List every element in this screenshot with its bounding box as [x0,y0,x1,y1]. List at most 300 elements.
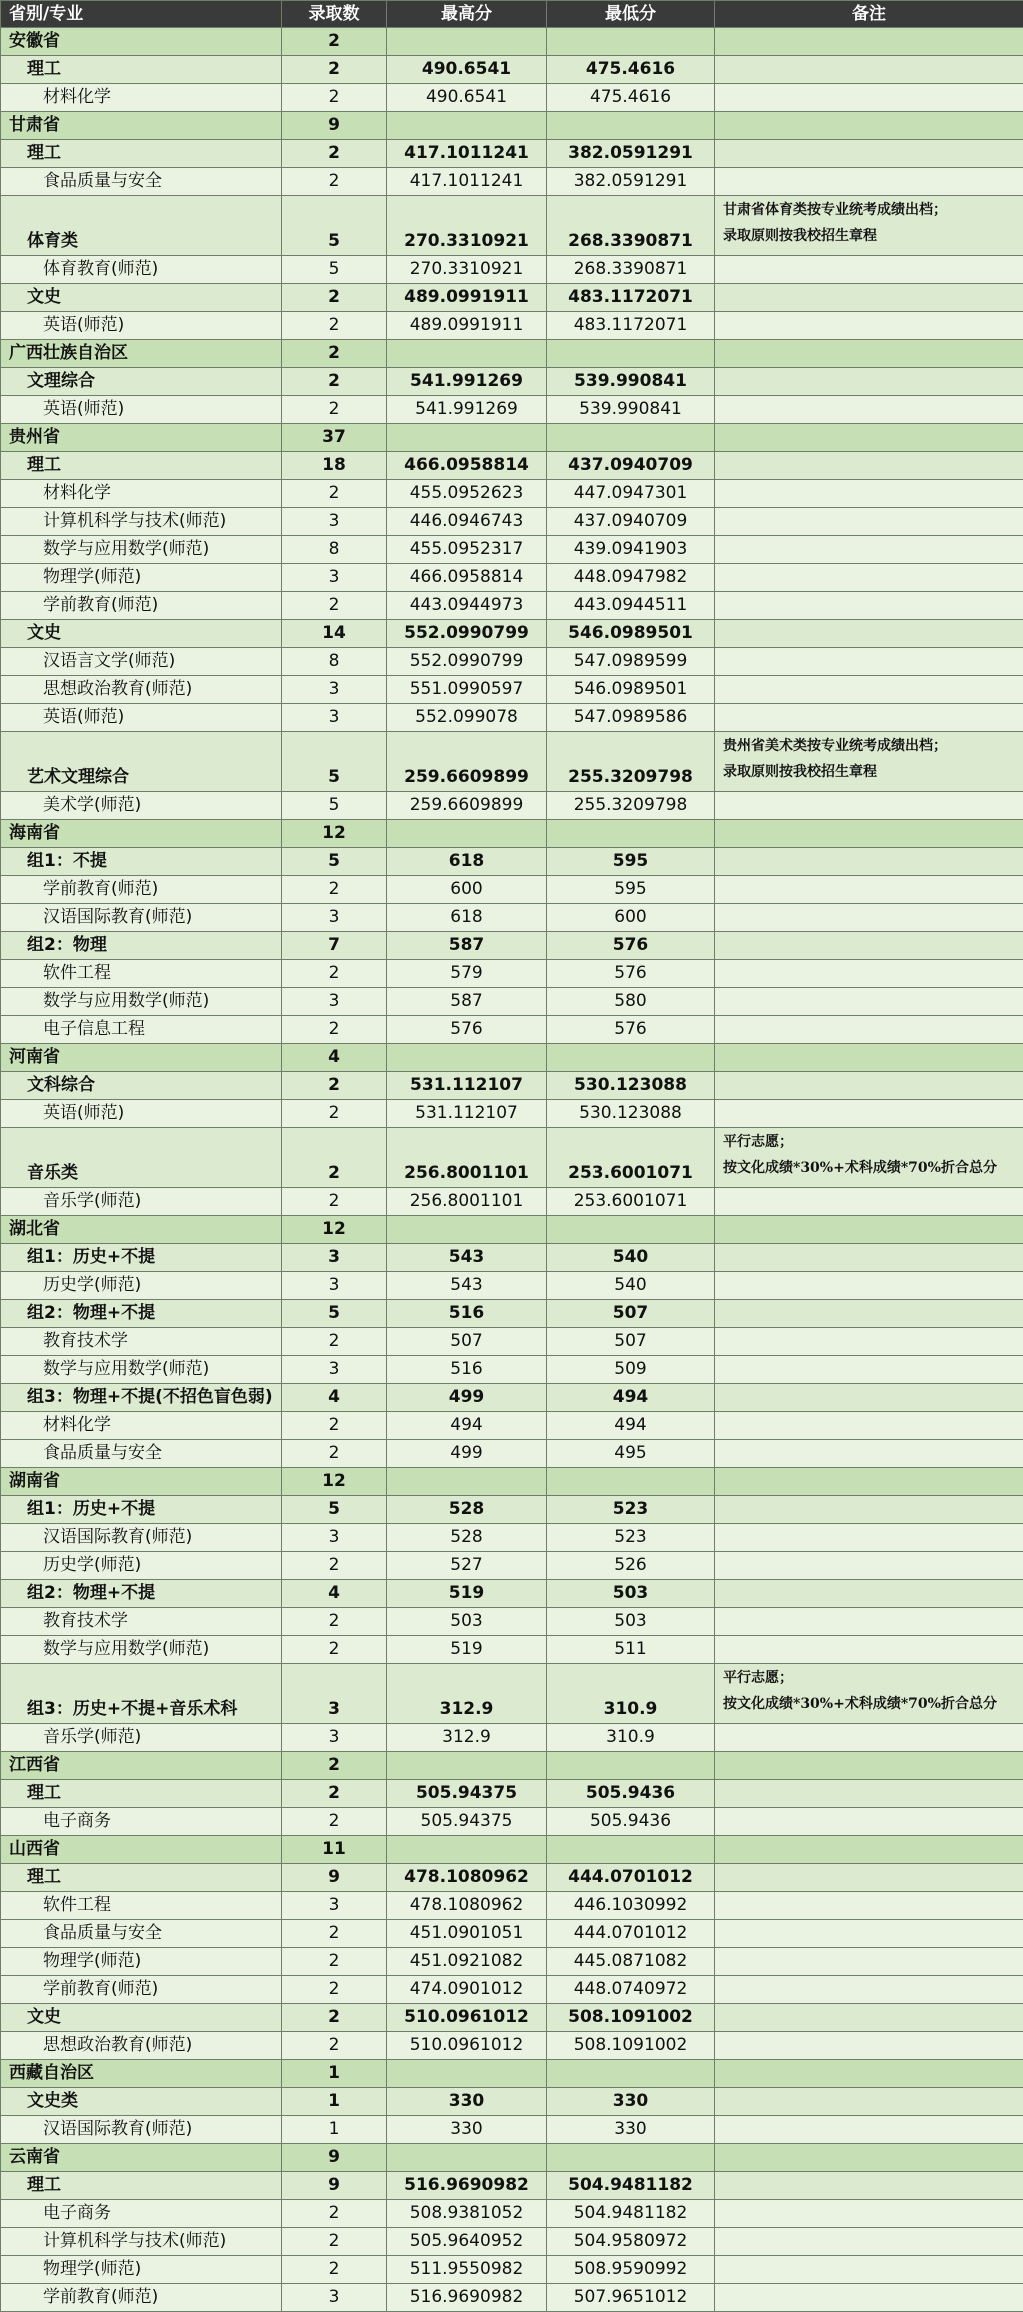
row-name: 湖北省 [1,1216,282,1244]
max-score: 490.6541 [387,56,547,84]
major-row [1,676,1023,704]
remarks-cell [715,28,1023,56]
remarks-cell [715,932,1023,960]
row-name: 组1：历史+不提 [1,1244,282,1272]
remark-line: 录取原则按我校招生章程 [723,759,1023,785]
row-name: 理工 [1,1780,282,1808]
row-name: 海南省 [1,820,282,848]
row-name: 云南省 [1,2144,282,2172]
major-row [1,2032,1023,2060]
category-row [1,1128,1023,1188]
max-score [387,28,547,56]
major-row [1,1552,1023,1580]
admitted-count: 9 [282,2172,387,2200]
admitted-count: 4 [282,1384,387,1412]
max-score: 528 [387,1524,547,1552]
admitted-count: 2 [282,1636,387,1664]
max-score: 507 [387,1328,547,1356]
admitted-count: 2 [282,480,387,508]
remarks-cell [715,1608,1023,1636]
row-name: 安徽省 [1,28,282,56]
category-row [1,2004,1023,2032]
major-row [1,1440,1023,1468]
min-score: 540 [547,1244,715,1272]
province-row [1,2060,1023,2088]
min-score [547,2060,715,2088]
max-score: 455.0952317 [387,536,547,564]
max-score: 516 [387,1300,547,1328]
major-row [1,704,1023,732]
max-score: 466.0958814 [387,452,547,480]
row-name: 汉语言文学(师范) [1,648,282,676]
min-score: 507.9651012 [547,2284,715,2312]
row-name: 河南省 [1,1044,282,1072]
major-row [1,2116,1023,2144]
remarks-cell [715,1384,1023,1412]
province-row [1,112,1023,140]
major-row [1,2228,1023,2256]
remarks-cell [715,2200,1023,2228]
remarks-cell [715,2284,1023,2312]
category-row [1,452,1023,480]
admitted-count: 2 [282,2004,387,2032]
min-score: 310.9 [547,1664,715,1724]
max-score: 451.0901051 [387,1920,547,1948]
max-score [387,340,547,368]
remarks-cell [715,84,1023,112]
row-name: 学前教育(师范) [1,876,282,904]
admitted-count: 3 [282,508,387,536]
min-score: 504.9580972 [547,2228,715,2256]
row-name: 物理学(师范) [1,564,282,592]
remarks-cell [715,1440,1023,1468]
row-name: 学前教育(师范) [1,2284,282,2312]
max-score: 543 [387,1244,547,1272]
remark-line: 平行志愿； [723,1129,1023,1155]
min-score: 547.0989599 [547,648,715,676]
min-score: 530.123088 [547,1100,715,1128]
province-row [1,1752,1023,1780]
row-name: 历史学(师范) [1,1272,282,1300]
min-score: 539.990841 [547,396,715,424]
min-score: 504.9481182 [547,2200,715,2228]
min-score [547,340,715,368]
min-score [547,1836,715,1864]
remarks-cell [715,1780,1023,1808]
major-row [1,84,1023,112]
remarks-cell [715,2032,1023,2060]
remarks-cell [715,1468,1023,1496]
remarks-cell [715,1272,1023,1300]
category-row [1,1580,1023,1608]
province-row [1,424,1023,452]
remark-line: 录取原则按我校招生章程 [723,223,1023,249]
major-row [1,592,1023,620]
row-name: 甘肃省 [1,112,282,140]
row-name: 食品质量与安全 [1,1440,282,1468]
row-name: 英语(师范) [1,1100,282,1128]
row-name: 计算机科学与技术(师范) [1,2228,282,2256]
admitted-count: 2 [282,1440,387,1468]
category-row [1,1384,1023,1412]
admitted-count: 2 [282,592,387,620]
admitted-count: 4 [282,1044,387,1072]
min-score: 310.9 [547,1724,715,1752]
major-row [1,1016,1023,1044]
major-row [1,1976,1023,2004]
min-score: 508.1091002 [547,2004,715,2032]
row-name: 食品质量与安全 [1,168,282,196]
remark-line: 平行志愿； [723,1665,1023,1691]
max-score [387,1468,547,1496]
admitted-count: 9 [282,112,387,140]
remarks-cell [715,1948,1023,1976]
max-score: 259.6609899 [387,732,547,792]
remarks-cell [715,704,1023,732]
row-name: 物理学(师范) [1,1948,282,1976]
remarks-cell [715,112,1023,140]
min-score: 580 [547,988,715,1016]
admitted-count: 2 [282,168,387,196]
row-name: 文科综合 [1,1072,282,1100]
remarks-cell [715,1524,1023,1552]
min-score: 268.3390871 [547,256,715,284]
max-score: 256.8001101 [387,1128,547,1188]
remark-line: 贵州省美术类按专业统考成绩出档； [723,733,1023,759]
admitted-count: 3 [282,1664,387,1724]
min-score: 595 [547,876,715,904]
min-score [547,1752,715,1780]
admitted-count: 8 [282,536,387,564]
min-score: 439.0941903 [547,536,715,564]
row-name: 食品质量与安全 [1,1920,282,1948]
max-score: 618 [387,848,547,876]
max-score: 531.112107 [387,1072,547,1100]
remarks-cell [715,1836,1023,1864]
remarks-cell [715,1752,1023,1780]
row-name: 理工 [1,2172,282,2200]
max-score: 587 [387,932,547,960]
remarks-cell [715,452,1023,480]
max-score: 417.1011241 [387,140,547,168]
min-score: 483.1172071 [547,284,715,312]
min-score: 523 [547,1524,715,1552]
max-score [387,1216,547,1244]
max-score: 478.1080962 [387,1892,547,1920]
row-name: 体育类 [1,196,282,256]
max-score: 490.6541 [387,84,547,112]
min-score: 495 [547,1440,715,1468]
max-score: 270.3310921 [387,256,547,284]
admitted-count: 2 [282,1328,387,1356]
category-row [1,1072,1023,1100]
major-row [1,988,1023,1016]
min-score: 382.0591291 [547,140,715,168]
min-score [547,820,715,848]
remarks-cell [715,2172,1023,2200]
remarks-cell [715,1412,1023,1440]
min-score: 437.0940709 [547,508,715,536]
admitted-count: 2 [282,1608,387,1636]
max-score: 330 [387,2116,547,2144]
remarks-cell [715,2228,1023,2256]
admitted-count: 37 [282,424,387,452]
major-row [1,536,1023,564]
admitted-count: 2 [282,28,387,56]
admitted-count: 12 [282,1216,387,1244]
min-score [547,424,715,452]
row-name: 理工 [1,140,282,168]
remarks-cell [715,1920,1023,1948]
row-name: 教育技术学 [1,1608,282,1636]
major-row [1,648,1023,676]
major-row [1,1272,1023,1300]
row-name: 组3：物理+不提(不招色盲色弱) [1,1384,282,1412]
remarks-cell [715,1100,1023,1128]
row-name: 物理学(师范) [1,2256,282,2284]
admitted-count: 5 [282,196,387,256]
row-name: 汉语国际教育(师范) [1,2116,282,2144]
max-score: 455.0952623 [387,480,547,508]
max-score: 259.6609899 [387,792,547,820]
category-row [1,848,1023,876]
admitted-count: 5 [282,1496,387,1524]
min-score: 523 [547,1496,715,1524]
max-score: 489.0991911 [387,284,547,312]
major-row [1,480,1023,508]
max-score: 505.94375 [387,1780,547,1808]
remarks-cell [715,1724,1023,1752]
province-row [1,1216,1023,1244]
min-score: 494 [547,1412,715,1440]
major-row [1,1636,1023,1664]
row-name: 数学与应用数学(师范) [1,1356,282,1384]
min-score: 475.4616 [547,84,715,112]
admitted-count: 2 [282,1552,387,1580]
row-name: 材料化学 [1,480,282,508]
admitted-count: 2 [282,876,387,904]
admitted-count: 3 [282,704,387,732]
major-row [1,508,1023,536]
row-name: 学前教育(师范) [1,1976,282,2004]
admitted-count: 5 [282,256,387,284]
remarks-cell [715,536,1023,564]
remark-line: 甘肃省体育类按专业统考成绩出档； [723,197,1023,223]
admitted-count: 12 [282,820,387,848]
province-row [1,340,1023,368]
major-row [1,1724,1023,1752]
remarks-cell [715,1188,1023,1216]
category-row [1,620,1023,648]
max-score: 510.0961012 [387,2032,547,2060]
max-score [387,112,547,140]
major-row [1,312,1023,340]
admitted-count: 5 [282,792,387,820]
max-score: 417.1011241 [387,168,547,196]
remarks-cell [715,1552,1023,1580]
category-row [1,2088,1023,2116]
min-score: 382.0591291 [547,168,715,196]
major-row [1,1328,1023,1356]
remarks-cell [715,1356,1023,1384]
major-row [1,396,1023,424]
remarks-cell [715,876,1023,904]
header-row [1,1,1023,28]
max-score: 446.0946743 [387,508,547,536]
major-row [1,1100,1023,1128]
admitted-count: 18 [282,452,387,480]
admitted-count: 2 [282,1100,387,1128]
min-score: 253.6001071 [547,1188,715,1216]
max-score: 516 [387,1356,547,1384]
min-score: 255.3209798 [547,792,715,820]
admitted-count: 14 [282,620,387,648]
admitted-count: 2 [282,284,387,312]
major-row [1,1808,1023,1836]
max-score: 505.94375 [387,1808,547,1836]
table-body [1,28,1023,2312]
max-score: 528 [387,1496,547,1524]
major-row [1,904,1023,932]
admitted-count: 2 [282,1072,387,1100]
row-name: 音乐学(师范) [1,1724,282,1752]
max-score: 312.9 [387,1664,547,1724]
max-score: 519 [387,1636,547,1664]
remarks-cell [715,2256,1023,2284]
province-row [1,820,1023,848]
row-name: 电子商务 [1,2200,282,2228]
row-name: 数学与应用数学(师范) [1,536,282,564]
max-score [387,1044,547,1072]
min-score [547,2144,715,2172]
max-score: 579 [387,960,547,988]
remarks-cell [715,56,1023,84]
max-score [387,424,547,452]
row-name: 理工 [1,56,282,84]
min-score: 526 [547,1552,715,1580]
admitted-count: 2 [282,1948,387,1976]
remarks-cell [715,1636,1023,1664]
max-score: 489.0991911 [387,312,547,340]
remarks-cell [715,620,1023,648]
remarks-cell [715,732,1023,792]
admitted-count: 2 [282,340,387,368]
admitted-count: 1 [282,2116,387,2144]
remarks-cell [715,196,1023,256]
admitted-count: 2 [282,1780,387,1808]
max-score: 510.0961012 [387,2004,547,2032]
row-name: 文史类 [1,2088,282,2116]
max-score: 508.9381052 [387,2200,547,2228]
row-name: 电子信息工程 [1,1016,282,1044]
remarks-cell [715,960,1023,988]
min-score: 448.0947982 [547,564,715,592]
min-score: 507 [547,1328,715,1356]
admitted-count: 2 [282,960,387,988]
major-row [1,168,1023,196]
max-score: 552.099078 [387,704,547,732]
major-row [1,2284,1023,2312]
major-row [1,1356,1023,1384]
min-score: 330 [547,2088,715,2116]
min-score [547,28,715,56]
remarks-cell [715,1216,1023,1244]
admitted-count: 4 [282,1580,387,1608]
remarks-cell [715,1244,1023,1272]
row-name: 软件工程 [1,960,282,988]
remarks-cell [715,792,1023,820]
category-row [1,196,1023,256]
admitted-count: 2 [282,1188,387,1216]
row-name: 音乐学(师范) [1,1188,282,1216]
min-score [547,1216,715,1244]
admitted-count: 2 [282,2200,387,2228]
min-score: 446.1030992 [547,1892,715,1920]
max-score: 551.0990597 [387,676,547,704]
min-score: 330 [547,2116,715,2144]
min-score: 511 [547,1636,715,1664]
min-score: 253.6001071 [547,1128,715,1188]
admitted-count: 2 [282,2256,387,2284]
min-score: 539.990841 [547,368,715,396]
row-name: 贵州省 [1,424,282,452]
province-row [1,1836,1023,1864]
header-province-major: 省别/专业 [1,1,282,28]
row-name: 理工 [1,1864,282,1892]
row-name: 历史学(师范) [1,1552,282,1580]
min-score: 540 [547,1272,715,1300]
major-row [1,256,1023,284]
row-name: 学前教育(师范) [1,592,282,620]
province-row [1,28,1023,56]
remarks-cell [715,284,1023,312]
remarks-cell [715,1072,1023,1100]
major-row [1,1948,1023,1976]
remarks-cell [715,1328,1023,1356]
category-row [1,140,1023,168]
remarks-cell [715,140,1023,168]
province-row [1,1044,1023,1072]
min-score: 447.0947301 [547,480,715,508]
admitted-count: 2 [282,140,387,168]
row-name: 广西壮族自治区 [1,340,282,368]
min-score: 576 [547,932,715,960]
admitted-count: 2 [282,2032,387,2060]
remarks-cell [715,564,1023,592]
row-name: 数学与应用数学(师范) [1,988,282,1016]
max-score [387,1752,547,1780]
row-name: 文史 [1,284,282,312]
admitted-count: 8 [282,648,387,676]
remarks-cell [715,1300,1023,1328]
min-score [547,112,715,140]
category-row [1,1496,1023,1524]
admitted-count: 3 [282,904,387,932]
remarks-cell [715,168,1023,196]
min-score [547,1468,715,1496]
row-name: 艺术文理综合 [1,732,282,792]
row-name: 材料化学 [1,1412,282,1440]
min-score: 444.0701012 [547,1920,715,1948]
max-score: 270.3310921 [387,196,547,256]
max-score: 527 [387,1552,547,1580]
admitted-count: 3 [282,1524,387,1552]
major-row [1,792,1023,820]
max-score: 552.0990799 [387,620,547,648]
max-score: 503 [387,1608,547,1636]
min-score: 444.0701012 [547,1864,715,1892]
header-remarks: 备注 [715,1,1023,28]
